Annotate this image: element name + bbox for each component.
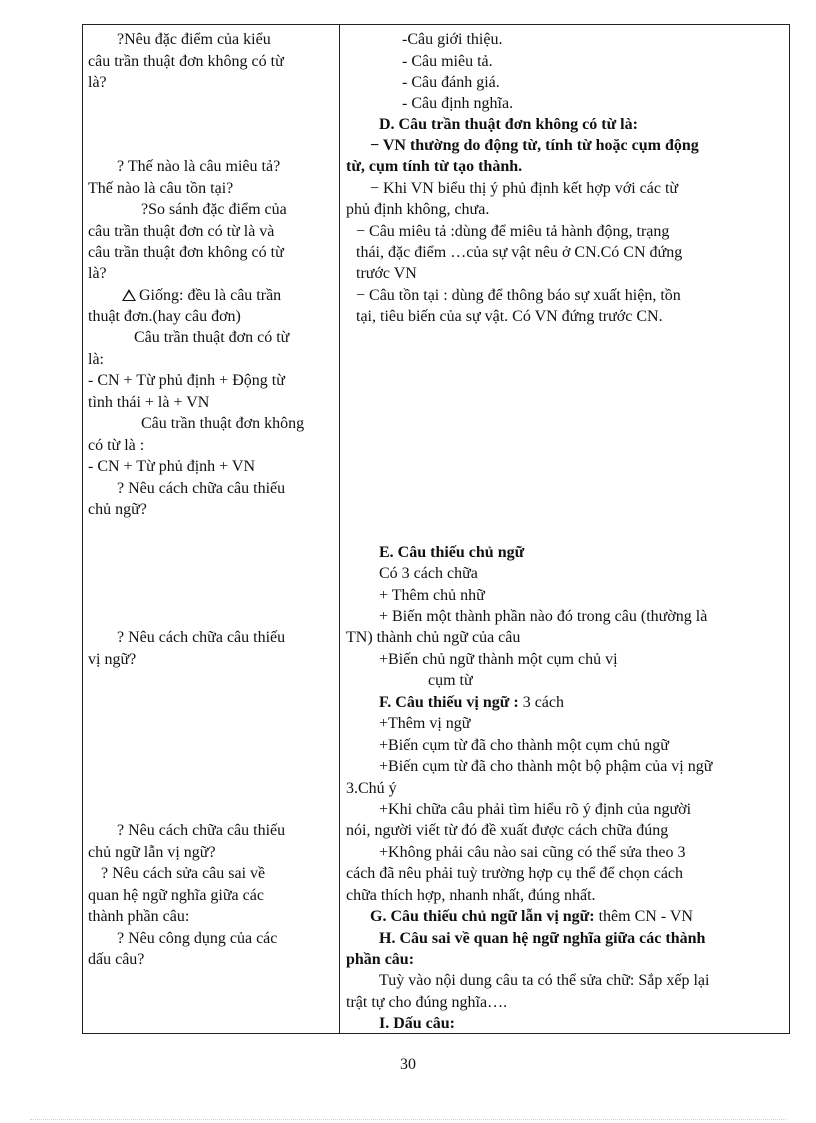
question-line: câu trần thuật đơn có từ là và xyxy=(88,223,275,240)
question-line: ? Nêu cách sửa câu sai về xyxy=(101,865,266,882)
section-heading-h: phần câu: xyxy=(346,951,415,968)
answer-line: Có 3 cách chữa xyxy=(379,565,478,582)
question-line: dấu câu? xyxy=(88,951,145,968)
answer-line: có từ là : xyxy=(88,437,145,454)
answer-line: chữa thích hợp, nhanh nhất, đúng nhất. xyxy=(346,887,596,904)
answer-line: tại, tiêu biến của sự vật. Có VN đứng trước CN. xyxy=(356,308,663,325)
question-line: ? Nêu cách chữa câu thiếu xyxy=(117,480,286,497)
answer-line: Câu trần thuật đơn không xyxy=(141,415,305,432)
answer-line: trật tự cho đúng nghĩa…. xyxy=(346,994,508,1011)
answer-line: TN) thành chủ ngữ của câu xyxy=(346,629,521,646)
question-line: câu trần thuật đơn không có từ xyxy=(88,53,284,70)
answer-line: + Biến một thành phần nào đó trong câu (thường là xyxy=(379,608,708,625)
question-line: chủ ngữ lẫn vị ngữ? xyxy=(88,844,216,861)
question-line: chủ ngữ? xyxy=(88,501,147,518)
question-line: quan hệ ngữ nghĩa giữa các xyxy=(88,887,264,904)
answer-line: tình thái + là + VN xyxy=(88,394,210,411)
section-heading-g: G. Câu thiếu chủ ngữ lẫn vị ngữ: thêm CN - VN xyxy=(370,908,693,925)
answer-line: + Thêm chủ nhữ xyxy=(379,587,485,604)
answer-line: - CN + Từ phủ định + VN xyxy=(88,458,256,475)
column-divider xyxy=(339,25,340,1033)
question-line: Thế nào là câu tồn tại? xyxy=(88,180,234,197)
page-number: 30 xyxy=(400,1056,416,1073)
question-line: ? Nêu cách chữa câu thiếu xyxy=(117,629,286,646)
section-heading-i: I. Dấu câu: xyxy=(379,1015,456,1032)
answer-line: − VN thường do động từ, tính từ hoặc cụm động xyxy=(370,137,699,154)
answer-line: nói, người viết từ đó đề xuất được cách chữa đúng xyxy=(346,822,669,839)
section-heading-d: D. Câu trần thuật đơn không có từ là: xyxy=(379,116,638,133)
answer-line: +Thêm vị ngữ xyxy=(379,715,471,732)
answer-line: − Câu tồn tại : dùng để thông báo sự xuất hiện, tồn xyxy=(356,287,681,304)
answer-line: phủ định không, chưa. xyxy=(346,201,490,218)
answer-line: cách đã nêu phải tuỳ trường hợp cụ thể để chọn cách xyxy=(346,865,684,882)
answers-column xyxy=(346,25,787,1033)
answer-line: +Biến cụm từ đã cho thành một bộ phậm của vị ngữ xyxy=(379,758,713,775)
answer-line: -Câu giới thiệu. xyxy=(402,31,503,48)
triangle-icon xyxy=(122,289,136,301)
answer-line: - CN + Từ phủ định + Động từ xyxy=(88,372,285,389)
section-heading-e: E. Câu thiếu chủ ngữ xyxy=(379,544,525,561)
question-line: là? xyxy=(88,74,107,91)
question-line: ? Nêu công dụng của các xyxy=(117,930,278,947)
section-heading-f: F. Câu thiếu vị ngữ : 3 cách xyxy=(379,694,565,711)
answer-line: từ, cụm tính từ tạo thành. xyxy=(346,158,523,175)
questions-column xyxy=(88,25,337,1033)
question-line: ?Nêu đặc điểm của kiểu xyxy=(117,31,271,48)
answer-line: - Câu đánh giá. xyxy=(402,74,500,91)
answer-line: - Câu miêu tả. xyxy=(402,53,493,70)
answer-line: Câu trần thuật đơn có từ xyxy=(134,329,290,346)
answer-line: là: xyxy=(88,351,104,368)
answer-line: - Câu định nghĩa. xyxy=(402,95,514,112)
page-bottom-rule xyxy=(30,1119,786,1120)
answer-line: +Biến chủ ngữ thành một cụm chủ vị xyxy=(379,651,618,668)
answer-line: thuật đơn.(hay câu đơn) xyxy=(88,308,241,325)
question-line: ? Nêu cách chữa câu thiếu xyxy=(117,822,286,839)
answer-line: trước VN xyxy=(356,265,417,282)
question-line: vị ngữ? xyxy=(88,651,137,668)
question-line: ? Thế nào là câu miêu tả? xyxy=(117,158,281,175)
question-line: là? xyxy=(88,265,107,282)
answer-line: − Khi VN biểu thị ý phủ định kết hợp với các từ xyxy=(370,180,679,197)
answer-line: − Câu miêu tả :dùng để miêu tả hành động, trạng xyxy=(356,223,670,240)
section-heading-h: H. Câu sai về quan hệ ngữ nghĩa giữa các thành xyxy=(379,930,706,947)
answer-line: 3.Chú ý xyxy=(346,780,397,797)
answer-line: +Không phải câu nào sai cũng có thể sửa theo 3 xyxy=(379,844,686,861)
content-table xyxy=(82,24,790,1034)
question-line: ?So sánh đặc điểm của xyxy=(141,201,287,218)
question-line: câu trần thuật đơn không có từ xyxy=(88,244,284,261)
answer-line: thái, đặc điểm …của sự vật nêu ở CN.Có CN đứng xyxy=(356,244,683,261)
answer-line: Tuỳ vào nội dung câu ta có thể sửa chữ: Sắp xếp lại xyxy=(379,972,710,989)
answer-line: +Khi chữa câu phải tìm hiểu rõ ý định của người xyxy=(379,801,692,818)
question-line: thành phần câu: xyxy=(88,908,190,925)
answer-line: cụm từ xyxy=(428,672,473,689)
answer-line: +Biến cụm từ đã cho thành một cụm chủ ngữ xyxy=(379,737,669,754)
answer-line: Giống: đều là câu trần xyxy=(122,285,281,306)
